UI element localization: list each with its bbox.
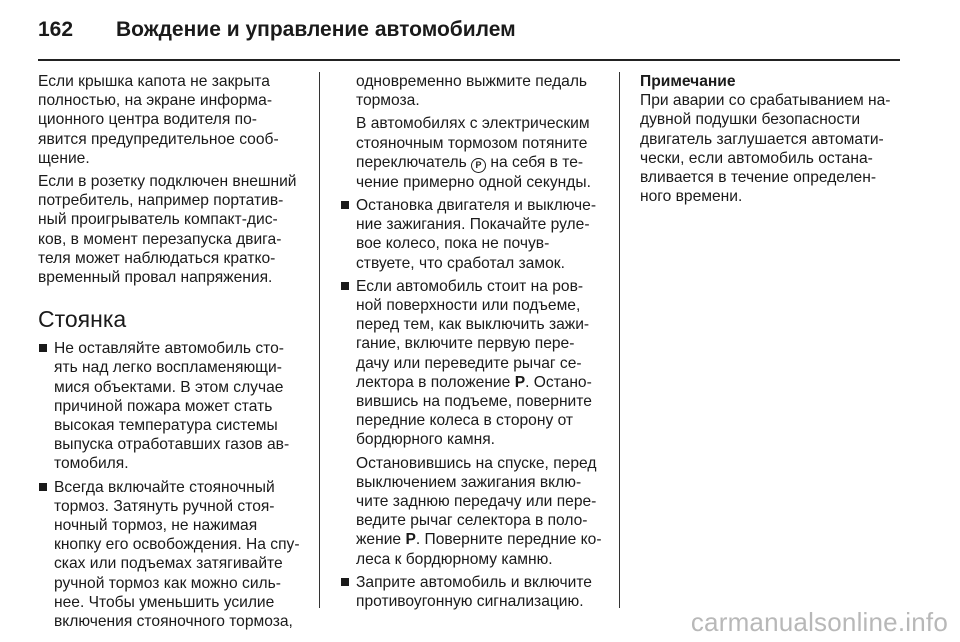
section-heading-parking: Стоянка bbox=[38, 306, 127, 333]
header-divider bbox=[38, 59, 900, 61]
bullet-square-icon bbox=[341, 201, 349, 209]
column-right bbox=[640, 72, 902, 210]
page-number: 162 bbox=[38, 18, 74, 41]
bullet-square-icon bbox=[39, 344, 47, 352]
bullet-square-icon bbox=[341, 282, 349, 290]
paragraph-hood-warning: Если крышка капота не закрыта полностью, на экране информа- ционного центра водителя по- явится предупредительное сооб- щение. bbox=[38, 73, 279, 167]
list-item: Остановка двигателя и выключе- ние зажигания. Покачайте руле- вое колесо, пока не почув- ствуете, что сработал замок. bbox=[340, 196, 610, 273]
parking-brake-switch-icon: P bbox=[471, 158, 486, 173]
list-item: Заприте автомобиль и включите противоугонную сигнализацию. bbox=[340, 573, 610, 611]
paragraph-downhill: Остановившись на спуске, перед выключением зажигания вклю- чите заднюю передачу или пере- ведите рычаг селектора в поло- жение P. Поверните передние ко- леса к бордюрному камню. bbox=[356, 454, 602, 568]
paragraph-brake-pedal: одновременно выжмите педаль тормоза. bbox=[356, 73, 588, 110]
bullet-square-icon bbox=[39, 483, 47, 491]
column-middle bbox=[340, 72, 610, 615]
note-box: Примечание При аварии со срабатыванием на- дувной подушки безопасности двигатель заглушается автомати- чески, если автомобиль остана- вливается в течение определен- ного времени. bbox=[640, 72, 902, 206]
list-item: Всегда включайте стояночный тормоз. Затянуть ручной стоя- ночный тормоз, не нажимая кнопку его освобождения. На спу- сках или подъемах затягивайте ручной тормоз как можно силь- нее. Чтобы уменьшить усилие включения стояночного тормоза, bbox=[38, 478, 310, 632]
page-title: Вождение и управление автомобилем bbox=[116, 18, 516, 41]
note-heading: Примечание bbox=[640, 73, 736, 90]
bullet-square-icon bbox=[341, 578, 349, 586]
list-item: Не оставляйте автомобиль сто- ять над легко воспламеняющи- мися объектами. В этом случае причиной пожара может стать высокая температура системы выпуска отработавших газов ав- томобиля. bbox=[38, 339, 310, 473]
page-header bbox=[38, 14, 922, 54]
paragraph-electric-brake: В автомобилях с электрическим стояночным тормозом потяните переключатель P на себя в те- чение примерно одной секунды. bbox=[356, 115, 591, 191]
column-divider-2 bbox=[619, 72, 620, 608]
paragraph-voltage-drop: Если в розетку подключен внешний потребитель, например портатив- ный проигрыватель компакт-дис- ков, в момент перезапуска двига- теля может наблюдаться кратко- временный провал напряжения. bbox=[38, 173, 297, 287]
column-divider-1 bbox=[319, 72, 320, 608]
list-item: Если автомобиль стоит на ров- ной поверхности или подъеме, перед тем, как выключить зажи- гание, включите первую пере- дачу или переведите рычаг се- лектора в положение P. Остано- вившись на подъеме, поверните передние колеса в сторону от бордюрного камня. bbox=[340, 277, 610, 450]
watermark: carmanualsonline.info bbox=[690, 607, 948, 637]
column-left bbox=[38, 72, 310, 635]
